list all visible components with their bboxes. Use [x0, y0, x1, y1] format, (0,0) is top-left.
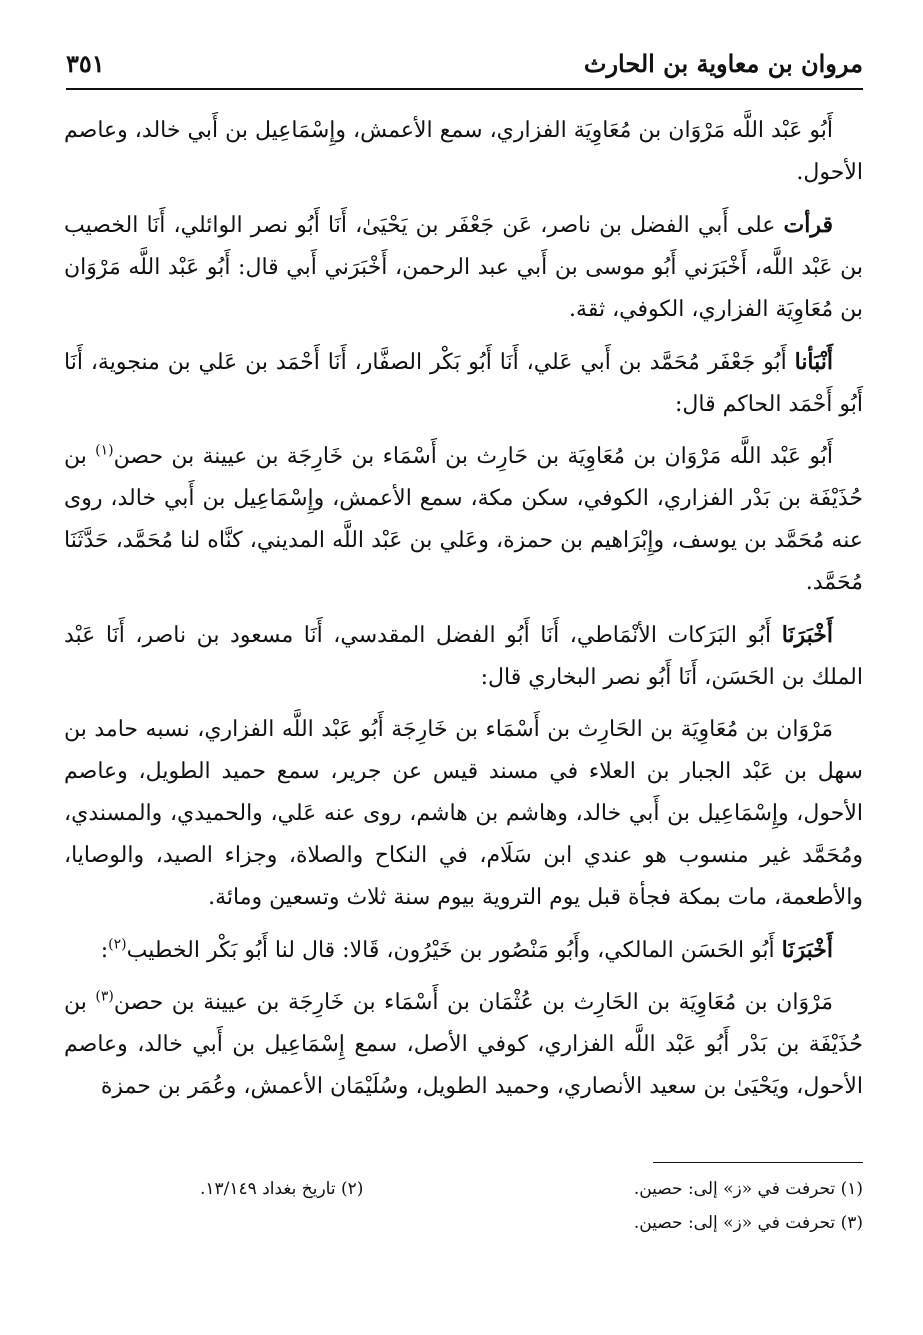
paragraph-text: أَبُو عَبْد اللَّه مَرْوَان بن مُعَاوِيَة بن حَارِث بن أَسْمَاء بن خَارِجَة بن عيينة بن حصن: [113, 444, 833, 469]
page-header: [66, 38, 863, 90]
paragraph-lead-word: أَخْبَرَنَا: [781, 622, 834, 648]
footnote-text: تاريخ بغداد ١٣/١٤٩.: [200, 1179, 336, 1199]
paragraph: [64, 709, 863, 919]
paragraph-text: مَرْوَان بن مُعَاوِيَة بن الحَارِث بن عُثْمَان بن أَسْمَاء بن خَارِجَة بن عيينة بن حصن: [113, 990, 833, 1015]
footnote-number: (٢): [341, 1179, 364, 1199]
paragraph-text: مَرْوَان بن مُعَاوِيَة بن الحَارِث بن أَسْمَاء بن خَارِجَة أَبُو عَبْد اللَّه الفزاري، نسبه حامد بن سهل بن عَبْد الجبار بن العلاء في مسند قيس عن جرير، سمع حميد الطويل، وعاصم الأحول، وإِسْمَاعِيل بن أَبي خالد، وهاشم بن هاشم، روى عنه عَلي، والحميدي، والمسندي، ومُحَمَّد غير منسوب هو عندي ابن سَلَام، في النكاح والصلاة، وجزاء الصيد، والوصايا، والأطعمة، مات بمكة فجأة قبل يوم التروية بيوم سنة ثلاث وتسعين ومائة.: [64, 717, 863, 910]
footnote-marker[interactable]: (٢): [108, 936, 127, 953]
paragraph-text: :: [100, 938, 109, 963]
footnote-1: [634, 1172, 863, 1206]
footnote-number: (١): [840, 1179, 863, 1199]
running-title: مروان بن معاوية بن الحارث: [583, 48, 863, 78]
footnote-text: تحرفت في «ز» إلى: حصين.: [633, 1179, 836, 1199]
paragraph-text: أَبُو البَرَكات الأنْمَاطي، أَنَا أَبُو الفضل المقدسي، أَنَا مسعود بن ناصر، أَنَا عَبْد الملك بن الحَسَن، أَنَا أَبُو نصر البخاري قال:: [64, 623, 863, 690]
paragraph-text: على أَبي الفضل بن ناصر، عَن جَعْفَر بن يَحْيَىٰ، أَنَا أَبُو نصر الوائلي، أَنَا الخصيب بن عَبْد اللَّه، أَخْبَرَني أَبُو موسى بن أَبي عبد الرحمن، أَخْبَرَني أَبي قال: أَبُو عَبْد اللَّه مَرْوَان بن مُعَاوِيَة الفزاري، الكوفي، ثقة.: [64, 213, 863, 322]
footnote-2: [200, 1172, 363, 1206]
footnote-3: [634, 1206, 863, 1240]
footnote-text: تحرفت في «ز» إلى: حصين.: [633, 1213, 836, 1233]
paragraph: [64, 110, 863, 194]
paragraph-text: أَبُو عَبْد اللَّه مَرْوَان بن مُعَاوِيَة الفزاري، سمع الأعمش، وإِسْمَاعِيل بن أَبي خالد، وعاصم الأحول.: [64, 118, 863, 185]
paragraph-text: أَبُو الحَسَن المالكي، وأَبُو مَنْصُور بن خَيْرُون، قَالا: قال لنا أَبُو بَكْر الخطيب: [126, 938, 775, 963]
paragraph: [64, 929, 863, 972]
paragraph: [64, 982, 863, 1108]
paragraph: [64, 341, 863, 426]
footnote-divider: [653, 1162, 863, 1163]
footnote-row: [200, 1172, 863, 1206]
paragraph-lead-word: قرأت: [783, 212, 833, 238]
paragraph: [64, 614, 863, 699]
paragraph-text: بن حُذَيْفَة بن بَدْر أَبُو عَبْد اللَّه الفزاري، كوفي الأصل، سمع إِسْمَاعِيل بن أَبي خالد، وعاصم الأحول، ويَحْيَىٰ بن سعيد الأنصاري، وحميد الطويل، وسُلَيْمَان الأعمش، وعُمَر بن حمزة: [64, 990, 863, 1099]
page-number: ٣٥١: [66, 48, 105, 78]
paragraph-text: أَبُو جَعْفَر مُحَمَّد بن أَبي عَلي، أَنَا أَبُو بَكْر الصفَّار، أَنَا أَحْمَد بن عَلي بن منجوية، أَنَا أَبُو أَحْمَد الحاكم قال:: [64, 350, 863, 417]
footnote-row: [200, 1206, 863, 1240]
paragraph-lead-word: أَنْبَأنا: [794, 349, 834, 375]
footnotes: [200, 1172, 863, 1240]
paragraph-text: بن حُذَيْفَة بن بَدْر الفزاري، الكوفي، سكن مكة، سمع الأعمش، وإِسْمَاعِيل بن أَبي خالد، روى عنه مُحَمَّد بن يوسف، وإِبْرَاهيم بن حمزة، وعَلي بن عَبْد اللَّه المديني، كنَّاه لنا مُحَمَّد، حَدَّثَنَا مُحَمَّد.: [64, 444, 863, 595]
paragraph-lead-word: أَخْبَرَنَا: [781, 937, 833, 963]
paragraph: [64, 204, 863, 331]
footnote-marker[interactable]: (٣): [95, 988, 114, 1005]
main-text: [64, 110, 863, 1118]
footnote-marker[interactable]: (١): [95, 442, 114, 459]
footnote-number: (٣): [840, 1213, 863, 1233]
paragraph: [64, 436, 863, 604]
